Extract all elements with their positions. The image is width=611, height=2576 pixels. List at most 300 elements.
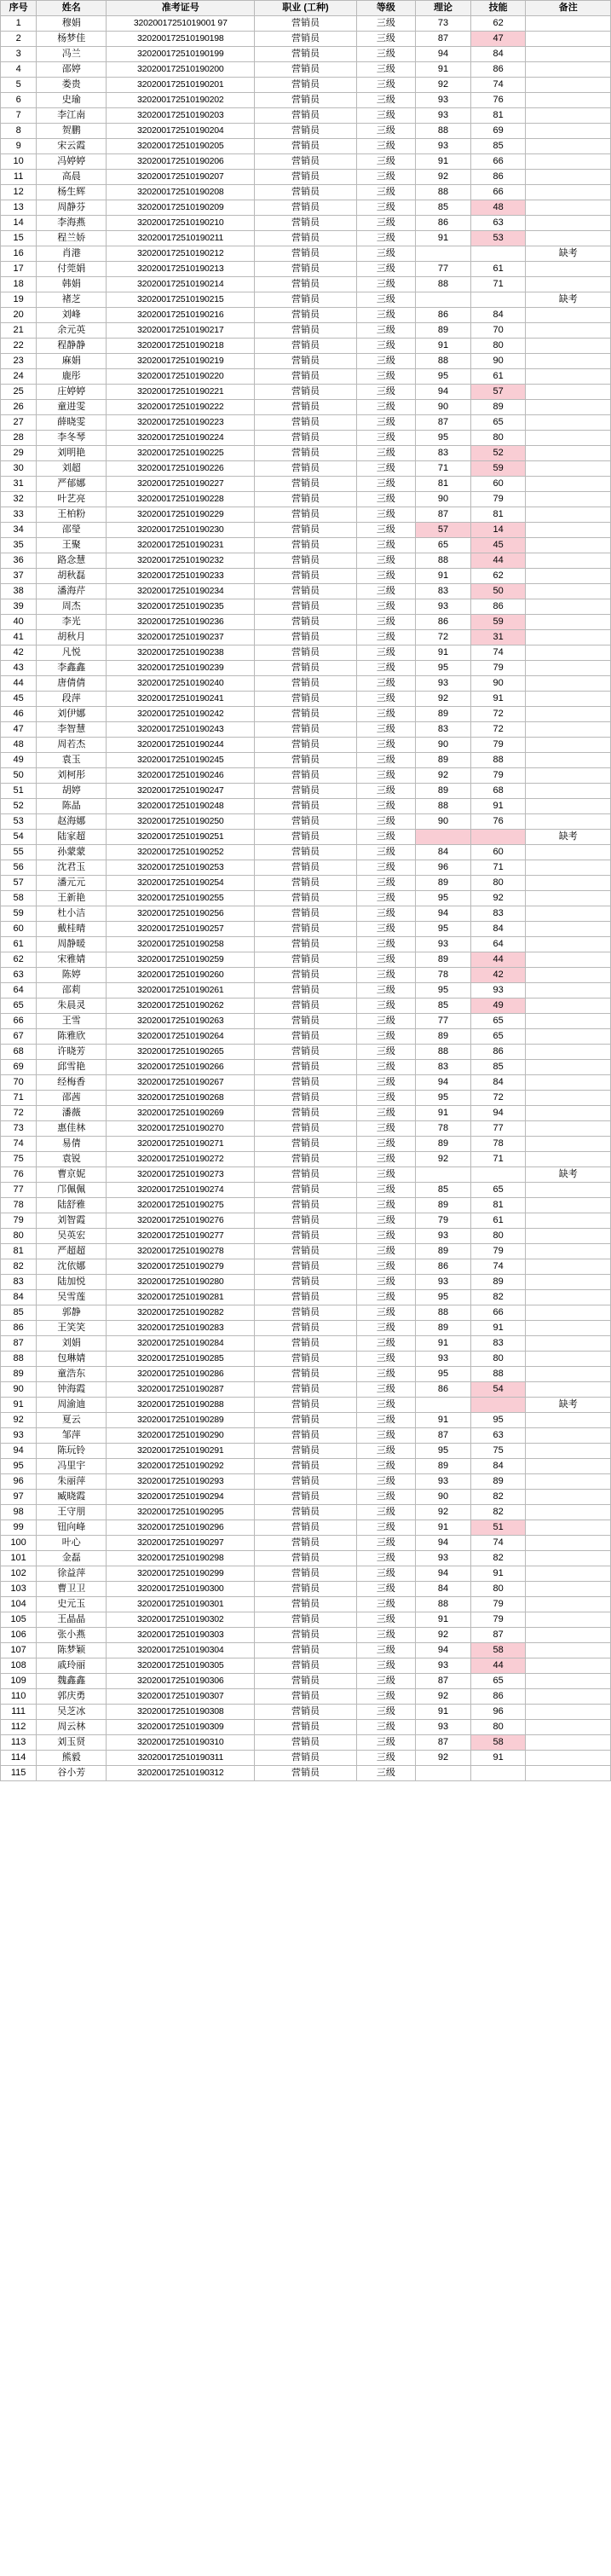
table-row bbox=[1, 1597, 611, 1612]
cell-remark bbox=[526, 799, 611, 814]
cell-remark bbox=[526, 369, 611, 385]
cell-remark bbox=[526, 78, 611, 93]
cell-skill-score: 44 bbox=[470, 553, 526, 569]
cell-admit-ticket: 320200172510190254 bbox=[107, 876, 255, 891]
cell-name: 钟海霞 bbox=[37, 1382, 107, 1398]
cell-skill-score: 45 bbox=[470, 538, 526, 553]
cell-theory-score: 89 bbox=[416, 707, 471, 722]
cell-skill-score: 80 bbox=[470, 431, 526, 446]
table-row bbox=[1, 308, 611, 323]
cell-seq: 45 bbox=[1, 692, 37, 707]
cell-remark bbox=[526, 1075, 611, 1091]
table-row bbox=[1, 369, 611, 385]
cell-level: 三级 bbox=[356, 1198, 416, 1213]
cell-level: 三级 bbox=[356, 599, 416, 615]
cell-remark bbox=[526, 1275, 611, 1290]
cell-admit-ticket: 320200172510190310 bbox=[107, 1735, 255, 1751]
cell-name: 鹿彤 bbox=[37, 369, 107, 385]
table-row bbox=[1, 16, 611, 32]
cell-seq: 88 bbox=[1, 1352, 37, 1367]
cell-level: 三级 bbox=[356, 830, 416, 845]
table-row bbox=[1, 1643, 611, 1658]
cell-name: 史元玉 bbox=[37, 1597, 107, 1612]
cell-name: 段萍 bbox=[37, 692, 107, 707]
cell-name: 刘超 bbox=[37, 461, 107, 477]
table-row bbox=[1, 1152, 611, 1167]
table-row bbox=[1, 538, 611, 553]
cell-skill-score: 63 bbox=[470, 216, 526, 231]
cell-skill-score: 49 bbox=[470, 999, 526, 1014]
cell-theory-score: 71 bbox=[416, 461, 471, 477]
cell-seq: 63 bbox=[1, 968, 37, 983]
cell-theory-score: 93 bbox=[416, 1229, 471, 1244]
cell-skill-score: 82 bbox=[470, 1490, 526, 1505]
cell-remark bbox=[526, 385, 611, 400]
cell-level: 三级 bbox=[356, 1014, 416, 1029]
cell-skill-score: 48 bbox=[470, 200, 526, 216]
cell-admit-ticket: 320200172510190262 bbox=[107, 999, 255, 1014]
cell-name: 许晓芳 bbox=[37, 1045, 107, 1060]
cell-admit-ticket: 320200172510190280 bbox=[107, 1275, 255, 1290]
cell-theory-score: 93 bbox=[416, 599, 471, 615]
cell-skill-score: 54 bbox=[470, 1382, 526, 1398]
cell-remark bbox=[526, 1091, 611, 1106]
cell-seq: 22 bbox=[1, 339, 37, 354]
cell-admit-ticket: 320200172510190250 bbox=[107, 814, 255, 830]
cell-theory-score: 89 bbox=[416, 323, 471, 339]
cell-name: 杜小洁 bbox=[37, 906, 107, 922]
cell-skill-score: 61 bbox=[470, 1213, 526, 1229]
cell-seq: 34 bbox=[1, 523, 37, 538]
table-row bbox=[1, 461, 611, 477]
cell-seq: 13 bbox=[1, 200, 37, 216]
cell-theory-score: 87 bbox=[416, 32, 471, 47]
cell-admit-ticket: 320200172510190199 bbox=[107, 47, 255, 62]
cell-skill-score: 87 bbox=[470, 1628, 526, 1643]
cell-occupation: 营销员 bbox=[255, 1689, 356, 1705]
cell-occupation: 营销员 bbox=[255, 1474, 356, 1490]
cell-name: 杨生辉 bbox=[37, 185, 107, 200]
cell-remark bbox=[526, 1290, 611, 1305]
cell-admit-ticket: 320200172510190292 bbox=[107, 1459, 255, 1474]
cell-name: 邵婷 bbox=[37, 62, 107, 78]
cell-skill-score: 62 bbox=[470, 16, 526, 32]
table-row bbox=[1, 738, 611, 753]
cell-theory-score: 91 bbox=[416, 339, 471, 354]
cell-admit-ticket: 320200172510190244 bbox=[107, 738, 255, 753]
cell-level: 三级 bbox=[356, 1213, 416, 1229]
cell-theory-score: 95 bbox=[416, 661, 471, 676]
cell-name: 冯兰 bbox=[37, 47, 107, 62]
cell-theory-score: 72 bbox=[416, 630, 471, 645]
cell-admit-ticket: 320200172510190299 bbox=[107, 1566, 255, 1582]
cell-name: 袁锐 bbox=[37, 1152, 107, 1167]
cell-admit-ticket: 320200172510190255 bbox=[107, 891, 255, 906]
cell-admit-ticket: 320200172510190232 bbox=[107, 553, 255, 569]
cell-theory-score: 92 bbox=[416, 170, 471, 185]
cell-seq: 62 bbox=[1, 952, 37, 968]
cell-occupation: 营销员 bbox=[255, 1444, 356, 1459]
table-row bbox=[1, 569, 611, 584]
cell-admit-ticket: 320200172510190228 bbox=[107, 492, 255, 507]
cell-seq: 66 bbox=[1, 1014, 37, 1029]
cell-occupation: 营销员 bbox=[255, 185, 356, 200]
cell-remark bbox=[526, 308, 611, 323]
table-row bbox=[1, 47, 611, 62]
cell-occupation: 营销员 bbox=[255, 968, 356, 983]
table-row bbox=[1, 32, 611, 47]
cell-remark bbox=[526, 1198, 611, 1213]
cell-admit-ticket: 320200172510190269 bbox=[107, 1106, 255, 1121]
table-row bbox=[1, 1060, 611, 1075]
cell-occupation: 营销员 bbox=[255, 1766, 356, 1781]
cell-occupation: 营销员 bbox=[255, 1014, 356, 1029]
cell-name: 王守朋 bbox=[37, 1505, 107, 1520]
table-row bbox=[1, 722, 611, 738]
cell-name: 宋雅婧 bbox=[37, 952, 107, 968]
cell-theory-score: 93 bbox=[416, 1720, 471, 1735]
cell-level: 三级 bbox=[356, 1689, 416, 1705]
cell-admit-ticket: 320200172510190274 bbox=[107, 1183, 255, 1198]
cell-admit-ticket: 320200172510190305 bbox=[107, 1658, 255, 1674]
cell-level: 三级 bbox=[356, 1705, 416, 1720]
cell-skill-score: 68 bbox=[470, 784, 526, 799]
cell-skill-score: 88 bbox=[470, 753, 526, 768]
cell-admit-ticket: 320200172510190312 bbox=[107, 1766, 255, 1781]
table-row bbox=[1, 1183, 611, 1198]
cell-remark bbox=[526, 569, 611, 584]
cell-admit-ticket: 320200172510190279 bbox=[107, 1259, 255, 1275]
cell-remark bbox=[526, 599, 611, 615]
cell-skill-score: 51 bbox=[470, 1520, 526, 1536]
cell-name: 胡秋月 bbox=[37, 630, 107, 645]
cell-name: 邹萍 bbox=[37, 1428, 107, 1444]
cell-occupation: 营销员 bbox=[255, 1213, 356, 1229]
cell-level: 三级 bbox=[356, 1152, 416, 1167]
table-row bbox=[1, 814, 611, 830]
cell-remark bbox=[526, 277, 611, 292]
table-row bbox=[1, 1336, 611, 1352]
cell-remark bbox=[526, 891, 611, 906]
table-row bbox=[1, 492, 611, 507]
cell-seq: 107 bbox=[1, 1643, 37, 1658]
cell-seq: 43 bbox=[1, 661, 37, 676]
cell-occupation: 营销员 bbox=[255, 1152, 356, 1167]
cell-level: 三级 bbox=[356, 722, 416, 738]
cell-name: 严超超 bbox=[37, 1244, 107, 1259]
cell-level: 三级 bbox=[356, 569, 416, 584]
cell-occupation: 营销员 bbox=[255, 523, 356, 538]
cell-skill-score: 76 bbox=[470, 93, 526, 108]
cell-remark bbox=[526, 983, 611, 999]
cell-occupation: 营销员 bbox=[255, 339, 356, 354]
cell-name: 赵海娜 bbox=[37, 814, 107, 830]
cell-occupation: 营销员 bbox=[255, 584, 356, 599]
cell-remark: 缺考 bbox=[526, 246, 611, 262]
cell-remark bbox=[526, 231, 611, 246]
cell-remark bbox=[526, 1720, 611, 1735]
cell-admit-ticket: 320200172510190242 bbox=[107, 707, 255, 722]
cell-theory-score: 93 bbox=[416, 1352, 471, 1367]
cell-level: 三级 bbox=[356, 139, 416, 154]
cell-level: 三级 bbox=[356, 1229, 416, 1244]
cell-occupation: 营销员 bbox=[255, 1413, 356, 1428]
cell-seq: 50 bbox=[1, 768, 37, 784]
cell-name: 刘柯彤 bbox=[37, 768, 107, 784]
cell-occupation: 营销员 bbox=[255, 1336, 356, 1352]
cell-admit-ticket: 320200172510190236 bbox=[107, 615, 255, 630]
cell-theory-score: 90 bbox=[416, 492, 471, 507]
cell-admit-ticket: 320200172510190293 bbox=[107, 1474, 255, 1490]
cell-seq: 80 bbox=[1, 1229, 37, 1244]
cell-seq: 89 bbox=[1, 1367, 37, 1382]
cell-seq: 59 bbox=[1, 906, 37, 922]
cell-admit-ticket: 320200172510190235 bbox=[107, 599, 255, 615]
cell-remark bbox=[526, 1352, 611, 1367]
cell-level: 三级 bbox=[356, 431, 416, 446]
cell-seq: 58 bbox=[1, 891, 37, 906]
cell-name: 刘玉贤 bbox=[37, 1735, 107, 1751]
cell-remark bbox=[526, 615, 611, 630]
cell-theory-score: 94 bbox=[416, 385, 471, 400]
cell-level: 三级 bbox=[356, 323, 416, 339]
cell-name: 邱雪艳 bbox=[37, 1060, 107, 1075]
cell-admit-ticket: 320200172510190205 bbox=[107, 139, 255, 154]
table-row bbox=[1, 1290, 611, 1305]
cell-remark bbox=[526, 1029, 611, 1045]
cell-skill-score: 59 bbox=[470, 461, 526, 477]
cell-seq: 16 bbox=[1, 246, 37, 262]
cell-name: 麻娟 bbox=[37, 354, 107, 369]
cell-seq: 60 bbox=[1, 922, 37, 937]
cell-remark bbox=[526, 16, 611, 32]
cell-admit-ticket: 320200172510190224 bbox=[107, 431, 255, 446]
table-row bbox=[1, 139, 611, 154]
table-row bbox=[1, 1766, 611, 1781]
cell-admit-ticket: 320200172510190288 bbox=[107, 1398, 255, 1413]
cell-admit-ticket: 320200172510190233 bbox=[107, 569, 255, 584]
cell-occupation: 营销员 bbox=[255, 1566, 356, 1582]
cell-admit-ticket: 320200172510190297 bbox=[107, 1536, 255, 1551]
cell-skill-score: 53 bbox=[470, 231, 526, 246]
cell-name: 李鑫鑫 bbox=[37, 661, 107, 676]
table-row bbox=[1, 891, 611, 906]
cell-skill-score: 89 bbox=[470, 1474, 526, 1490]
cell-occupation: 营销员 bbox=[255, 446, 356, 461]
cell-remark bbox=[526, 1582, 611, 1597]
cell-name: 陈婷 bbox=[37, 968, 107, 983]
cell-level: 三级 bbox=[356, 1735, 416, 1751]
cell-theory-score: 87 bbox=[416, 1735, 471, 1751]
cell-remark bbox=[526, 860, 611, 876]
cell-seq: 52 bbox=[1, 799, 37, 814]
cell-admit-ticket: 320200172510190218 bbox=[107, 339, 255, 354]
cell-admit-ticket: 320200172510190264 bbox=[107, 1029, 255, 1045]
cell-skill-score: 90 bbox=[470, 676, 526, 692]
cell-remark bbox=[526, 1766, 611, 1781]
cell-skill-score bbox=[470, 1167, 526, 1183]
cell-seq: 77 bbox=[1, 1183, 37, 1198]
cell-seq: 105 bbox=[1, 1612, 37, 1628]
cell-occupation: 营销员 bbox=[255, 983, 356, 999]
cell-seq: 18 bbox=[1, 277, 37, 292]
cell-skill-score: 59 bbox=[470, 615, 526, 630]
cell-occupation: 营销员 bbox=[255, 615, 356, 630]
cell-name: 经梅香 bbox=[37, 1075, 107, 1091]
cell-level: 三级 bbox=[356, 1551, 416, 1566]
cell-skill-score bbox=[470, 292, 526, 308]
cell-occupation: 营销员 bbox=[255, 246, 356, 262]
cell-theory-score: 92 bbox=[416, 1751, 471, 1766]
cell-remark bbox=[526, 461, 611, 477]
cell-remark bbox=[526, 1244, 611, 1259]
cell-level: 三级 bbox=[356, 661, 416, 676]
cell-name: 孙蒙蒙 bbox=[37, 845, 107, 860]
cell-level: 三级 bbox=[356, 262, 416, 277]
cell-skill-score: 89 bbox=[470, 1275, 526, 1290]
cell-seq: 37 bbox=[1, 569, 37, 584]
cell-skill-score: 14 bbox=[470, 523, 526, 538]
cell-theory-score bbox=[416, 830, 471, 845]
table-row bbox=[1, 768, 611, 784]
cell-level: 三级 bbox=[356, 62, 416, 78]
cell-admit-ticket: 320200172510190311 bbox=[107, 1751, 255, 1766]
cell-admit-ticket: 320200172510190221 bbox=[107, 385, 255, 400]
cell-occupation: 营销员 bbox=[255, 308, 356, 323]
table-row bbox=[1, 952, 611, 968]
cell-name: 刘智霞 bbox=[37, 1213, 107, 1229]
cell-name: 易倩 bbox=[37, 1137, 107, 1152]
cell-level: 三级 bbox=[356, 1751, 416, 1766]
cell-occupation: 营销员 bbox=[255, 692, 356, 707]
cell-name: 邵瑩 bbox=[37, 523, 107, 538]
cell-occupation: 营销员 bbox=[255, 1705, 356, 1720]
table-row bbox=[1, 1490, 611, 1505]
cell-seq: 100 bbox=[1, 1536, 37, 1551]
cell-remark bbox=[526, 1045, 611, 1060]
cell-name: 朱晨灵 bbox=[37, 999, 107, 1014]
cell-theory-score: 94 bbox=[416, 1075, 471, 1091]
table-row bbox=[1, 922, 611, 937]
cell-remark bbox=[526, 62, 611, 78]
cell-admit-ticket: 320200172510190265 bbox=[107, 1045, 255, 1060]
cell-occupation: 营销员 bbox=[255, 277, 356, 292]
cell-remark bbox=[526, 1444, 611, 1459]
cell-theory-score: 93 bbox=[416, 139, 471, 154]
cell-skill-score: 84 bbox=[470, 47, 526, 62]
cell-remark bbox=[526, 1643, 611, 1658]
table-row bbox=[1, 1075, 611, 1091]
cell-skill-score: 85 bbox=[470, 1060, 526, 1075]
cell-admit-ticket: 320200172510190294 bbox=[107, 1490, 255, 1505]
cell-remark bbox=[526, 1413, 611, 1428]
cell-occupation: 营销员 bbox=[255, 538, 356, 553]
cell-skill-score: 77 bbox=[470, 1121, 526, 1137]
cell-seq: 94 bbox=[1, 1444, 37, 1459]
cell-level: 三级 bbox=[356, 1658, 416, 1674]
cell-seq: 12 bbox=[1, 185, 37, 200]
table-row bbox=[1, 845, 611, 860]
cell-seq: 70 bbox=[1, 1075, 37, 1091]
cell-name: 刘明艳 bbox=[37, 446, 107, 461]
table-row bbox=[1, 830, 611, 845]
cell-remark bbox=[526, 1735, 611, 1751]
cell-level: 三级 bbox=[356, 32, 416, 47]
cell-seq: 1 bbox=[1, 16, 37, 32]
table-row bbox=[1, 1612, 611, 1628]
cell-theory-score: 92 bbox=[416, 768, 471, 784]
cell-level: 三级 bbox=[356, 692, 416, 707]
cell-skill-score: 89 bbox=[470, 400, 526, 415]
cell-occupation: 营销员 bbox=[255, 1367, 356, 1382]
cell-theory-score: 86 bbox=[416, 615, 471, 630]
cell-level: 三级 bbox=[356, 1305, 416, 1321]
cell-seq: 49 bbox=[1, 753, 37, 768]
cell-level: 三级 bbox=[356, 461, 416, 477]
cell-theory-score: 91 bbox=[416, 231, 471, 246]
cell-skill-score: 79 bbox=[470, 738, 526, 753]
cell-theory-score bbox=[416, 1766, 471, 1781]
cell-remark bbox=[526, 185, 611, 200]
cell-skill-score: 84 bbox=[470, 1459, 526, 1474]
cell-seq: 28 bbox=[1, 431, 37, 446]
cell-theory-score: 86 bbox=[416, 1382, 471, 1398]
cell-seq: 86 bbox=[1, 1321, 37, 1336]
cell-remark bbox=[526, 1689, 611, 1705]
cell-theory-score: 85 bbox=[416, 1183, 471, 1198]
cell-name: 戴桂晴 bbox=[37, 922, 107, 937]
cell-occupation: 营销员 bbox=[255, 124, 356, 139]
cell-level: 三级 bbox=[356, 1290, 416, 1305]
cell-seq: 48 bbox=[1, 738, 37, 753]
table-row bbox=[1, 1428, 611, 1444]
table-row bbox=[1, 385, 611, 400]
cell-remark bbox=[526, 1751, 611, 1766]
cell-admit-ticket: 320200172510190266 bbox=[107, 1060, 255, 1075]
cell-level: 三级 bbox=[356, 645, 416, 661]
cell-occupation: 营销员 bbox=[255, 1751, 356, 1766]
cell-theory-score: 79 bbox=[416, 1213, 471, 1229]
cell-remark: 缺考 bbox=[526, 830, 611, 845]
cell-skill-score: 52 bbox=[470, 446, 526, 461]
cell-theory-score: 77 bbox=[416, 1014, 471, 1029]
cell-admit-ticket: 320200172510190220 bbox=[107, 369, 255, 385]
cell-theory-score: 92 bbox=[416, 1152, 471, 1167]
cell-occupation: 营销员 bbox=[255, 1290, 356, 1305]
cell-admit-ticket: 320200172510190216 bbox=[107, 308, 255, 323]
table-row bbox=[1, 1352, 611, 1367]
cell-theory-score: 95 bbox=[416, 922, 471, 937]
cell-admit-ticket: 320200172510190241 bbox=[107, 692, 255, 707]
cell-theory-score: 89 bbox=[416, 784, 471, 799]
cell-occupation: 营销员 bbox=[255, 876, 356, 891]
cell-occupation: 营销员 bbox=[255, 1321, 356, 1336]
table-row bbox=[1, 1137, 611, 1152]
cell-skill-score: 95 bbox=[470, 1413, 526, 1428]
cell-skill-score: 74 bbox=[470, 645, 526, 661]
cell-name: 贺鹏 bbox=[37, 124, 107, 139]
table-row bbox=[1, 860, 611, 876]
cell-theory-score: 93 bbox=[416, 108, 471, 124]
cell-level: 三级 bbox=[356, 1398, 416, 1413]
cell-remark bbox=[526, 492, 611, 507]
cell-admit-ticket: 320200172510190234 bbox=[107, 584, 255, 599]
cell-name: 熊毅 bbox=[37, 1751, 107, 1766]
table-row bbox=[1, 1398, 611, 1413]
cell-theory-score: 95 bbox=[416, 983, 471, 999]
cell-seq: 85 bbox=[1, 1305, 37, 1321]
cell-theory-score: 87 bbox=[416, 415, 471, 431]
